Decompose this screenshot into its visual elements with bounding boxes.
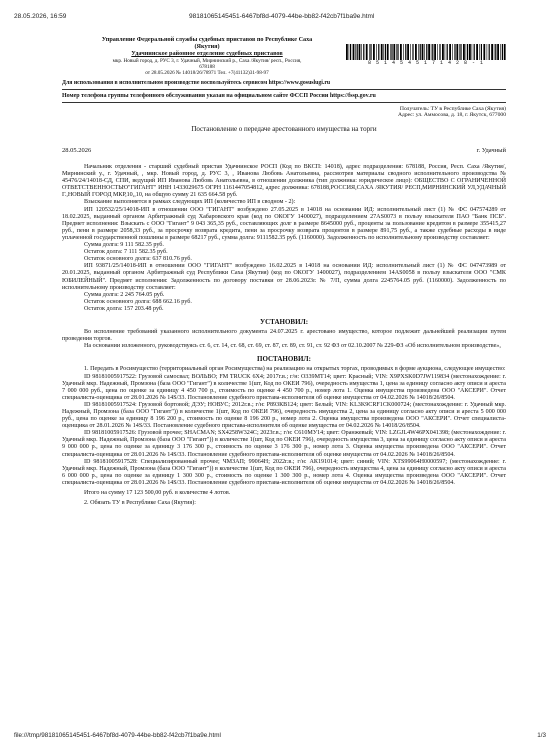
page-number: 1/3	[537, 732, 546, 739]
org-line-3: Удачнинское районное отделение судебных приставов	[131, 50, 283, 58]
recipient-block	[62, 106, 506, 119]
collection-header: Взыскание выполняется в рамках следующих ИП (количество ИП в сводном - 2):	[84, 199, 296, 206]
barcode-graphic	[346, 44, 506, 60]
print-document-title: 98181065145451-6467bf8d-4079-44be-bb82-f42cb7f1ba9e.html	[189, 13, 375, 20]
document-body	[62, 164, 506, 507]
document-title: Постановление о передаче арестованного имущества на торги	[191, 125, 377, 134]
established-heading: УСТАНОВИЛ:	[259, 317, 309, 326]
divider	[62, 89, 506, 90]
list-item: ID 98181005917522: Грузовой самосвал; ВОЛЬВО; FM TRUCK 6X4; 2017г.в.; г/н: О339МТ14; цвет: Красный; VIN: X9PXSK0D7JW119834 (местонахождение: г. Удачный мкр. Надежный, Промзона (база ООО "Гигант") в количестве 1(шт, Код по ОКЕИ 796), очередность имущества 1, цена за единицу согласно акту описи и ареста 7 000 000 руб., цена по оценке за единицу 4 450 700 р., стоимость по оценке 4 450 700 р., номер лота 1. Оценка имущества произведена ООО "АКСЕРИ". Отчет специалиста-оценщика от 28.01.2026 № 14S/33. Постановление судебного пристава-исполнителя об оценке имущества от 04.02.2026 № 14018/26/8504.	[62, 373, 506, 401]
total-line: Итого на сумму 17 123 500,00 руб. в количестве 4 лотов.	[84, 490, 231, 497]
ip2-paragraph: ИП 93871/25/14018-ИП в отношении ООО "ГИГАНТ" возбуждено 16.02.2025 в 14018 на основании ИД: исполнительный лист (1) № ФС 047473989 от 20.01.2025, выданный органом Арбитражный суд Республики Саха (Якутия) (код по ОКОГУ 1400027), подразделением 14АS0058 в пользу взыскателя ООО "СМК ЮБИЛЕЙНЫЙ". Предмет исполнения: Задолженность по договору поставки от 28.06.2023г. № 7/П, сумма долга 2245764.05 руб. (1160000). Задолженность по исполнительному производству составляет:	[62, 263, 506, 291]
established-paragraph: Во исполнение требований указанного исполнительного документа 24.07.2025 г. арестовано имущество, которое подлежит дальнейшей реализации путем проведения торгов.	[62, 329, 506, 343]
ip1-remaining: Остаток долга: 7 111 582.35 руб.	[84, 249, 168, 256]
ip2-remaining: Остаток основного долга: 688 662.16 руб.	[84, 298, 192, 305]
document-barcode	[346, 44, 506, 64]
document-city: г. Удачный	[476, 147, 506, 155]
ip2-remaining-main: Остаток долга: 157 203.48 руб.	[84, 305, 164, 312]
letterhead	[62, 36, 506, 77]
org-address-1: мкр. Новый город, д. РУС 3, г. Удачный, Мирнинский р., Саха /Якутия/ респ., Россия,	[112, 57, 302, 64]
point-1: 1. Передать в Росимущество (территориальный орган Росимущества) на реализацию на открытых торгах, проводимых в форме аукциона, следующее имущество:	[84, 366, 506, 373]
point-2: 2. Обязать ТУ в Республике Саха (Якутия):	[84, 500, 196, 507]
browser-print-footer	[14, 732, 546, 739]
ip1-remaining-main: Остаток основного долга: 637 810.76 руб.	[84, 256, 192, 263]
ip1-paragraph: ИП 120532/25/14018-ИП в отношении ООО "ГИГАНТ" возбуждено 27.05.2025 в 14018 на основании ИД: исполнительный лист (1) № ФС 047574289 от 18.02.2025, выданный органом Арбитражный суд Хабаровского края (код по ОКОГУ 1400027), подразделением 27АS0073 в пользу взыскателя ПАО "Банк ПСБ". Предмет исполнения: Взыскать с ООО "Гигант" 9 043 365,35 руб., составляющих долг в размере 8645000 руб., проценты за пользование кредитом в размере 355415,27 руб., пени в размере 2058,33 руб., за просрочку возврата кредита, пени за просрочку возврата процентов в размере 891,75 руб., а также судебные расходы в виде уплаченной государственной пошлины в размере 68217 руб., сумма долга: 9111582.35 руб. (1160000). Задолженность по исполнительному производству составляет:	[62, 206, 506, 241]
org-address-2: 678188	[199, 64, 215, 71]
phone-notice: Номер телефона группы телефонного обслуживания указан на официальном сайте ФССП России https://fssp.gov.ru	[62, 92, 376, 99]
ip1-amounts	[62, 242, 506, 263]
document-date: 28.05.2026	[62, 147, 92, 155]
org-line-2: (Якутия)	[194, 43, 220, 51]
org-address	[62, 58, 352, 77]
list-item: ID 98181005917526: Грузовой прочее; SHACMAN; SX4258W324C; 2023г.в.; г/н: С610МУ14; цвет: Оранжевый; VIN: LZGJL4W46PX041398; (местонахождение: г. Удачный мкр. Надежный, Промзона (база ООО "Гигант")) в количестве 1(шт, Код по ОКЕИ 796), очередность имущества 3, цена за единицу согласно акту описи и ареста 9 000 000 р., цена по оценке за единицу 3 176 300 р., стоимость по оценке 3 176 300 р., номер лота 3. Оценка имущества произведена ООО "АКСЕРИ". Отчет специалиста-оценщика от 28.01.2026 № 14S/33. Постановление судебного пристава-исполнителя об оценке имущества от 04.02.2026 № 14018/26/8504.	[62, 430, 506, 458]
gosuslugi-notice: Для использования в исполнительном производстве воспользуйтесь сервисом https://www.gosuslugi.ru	[62, 79, 331, 86]
basis-paragraph: На основании изложенного, руководствуясь ст. 6, ст. 14, ст. 68, ст. 69, ст. 87, ст. 89, ст. 91, ст. 92 ФЗ от 02.10.2007 № 229-ФЗ «Об исполнительном производстве»,	[84, 343, 501, 350]
list-item: ID 98181005917528: Специализированный прочее; ЧМЗАП; 99064Н; 2022г.в.; г/н: АК191014; цвет: синий; VIN: XTS99064H0000597; (местонахождение: г. Удачный мкр. Надежный, Промзона (база ООО "Гигант")) в количестве 1(шт, Код по ОКЕИ 796), очередность имущества 4, цена за единицу согласно акту описи и ареста 6 000 000 р., цена по оценке за единицу 1 300 300 р., стоимость по оценке 1 300 300 р., номер лота 4. Оценка имущества произведена ООО "АКСЕРИ". Отчет специалиста-оценщика от 28.01.2026 № 14S/33. Постановление судебного пристава-исполнителя об оценке имущества от 04.02.2026 № 14018/26/8504.	[62, 458, 506, 486]
org-name	[62, 36, 352, 58]
org-line-1: Управление Федеральной службы судебных приставов по Республике Саха	[101, 36, 313, 43]
browser-print-header	[14, 13, 546, 22]
document-page	[62, 36, 506, 507]
intro-paragraph: Начальник отделения - старший судебный пристав Удачнинское РОСП (Код по ВКСП: 14018), адрес подразделения: 678188, Россия, Респ. Саха /Якутия/, Мирнинский у., г. Удачный, , мкр. Новый город, д. РУС 3, , Иванова Любовь Анатольевна, рассмотрев материалы сводного исполнительного производства № 45476/24/14018-СД, СПИ, ведущий ИП Иванова Любовь Анатольевна, в отношении должника (тип должника: юридическое лицо): ОБЩЕСТВО С ОГРАНИЧЕННОЙ ОТВЕТСТВЕННОСТЬЮ"ГИГАНТ" ИНН 1433029675 ОГРН 1161447054812, адрес должника: 678188,РОССИЯ,САХА /ЯКУТИЯ/ РЕСП,МИРНИНСКИЙ УЛ,УДАЧНЫЙ Г.,НОВЫЙ ГОРОД МКР,10,,10, на общую сумму 21 635 664.58 руб.	[62, 164, 506, 199]
divider	[62, 102, 506, 103]
print-url: file:///tmp/98181065145451-6467bf8d-4079-44be-bb82-f42cb7f1ba9e.html	[14, 732, 221, 739]
resolved-heading: ПОСТАНОВИЛ:	[257, 355, 311, 364]
recipient-address: Адрес: ул. Аммосова, д. 18, г. Якутск, 677000	[397, 112, 506, 119]
list-item: ID 98181005917524: Грузовой бортовой; ДЭУ; НОВУС; 2012г.в.; г/н: Р893КВ124; цвет: Белый; VIN: KL3K9CRF1CK000724; (местонахождение: г. Удачный мкр. Надежный, Промзона (база ООО "Гигант")) в количестве 1(шт, Код по ОКЕИ 796), очередность имущества 2, цена за единицу согласно акту описи и ареста 5 000 000 руб., цена по оценке за единицу 8 196 200 р., стоимость по оценке 8 196 200 р., номер лота 2. Оценка имущества произведена ООО "АКСЕРИ". Отчет специалиста-оценщика от 28.01.2026 № 14S/33. Постановление судебного пристава-исполнителя об оценке имущества от 04.02.2026 № 14018/26/8504.	[62, 401, 506, 430]
ip2-debt: Сумма долга: 2 245 764.05 руб.	[84, 291, 165, 298]
barcode-number: 8 5 1 4 5 4 5 1 7 1 4 2 8 - 1	[367, 60, 484, 66]
print-timestamp: 28.05.2026, 16:59	[14, 13, 67, 20]
date-city-row	[62, 147, 506, 156]
org-address-3: от 28.05.2026 № 14018/26/78971 Тел. +7(41132)31-98-97	[145, 70, 269, 77]
ip2-amounts	[62, 292, 506, 313]
ip1-debt: Сумма долга: 9 111 582.35 руб.	[84, 242, 164, 249]
recipient-name: Получатель: ТУ в Республике Саха (Якутия)	[399, 105, 506, 112]
